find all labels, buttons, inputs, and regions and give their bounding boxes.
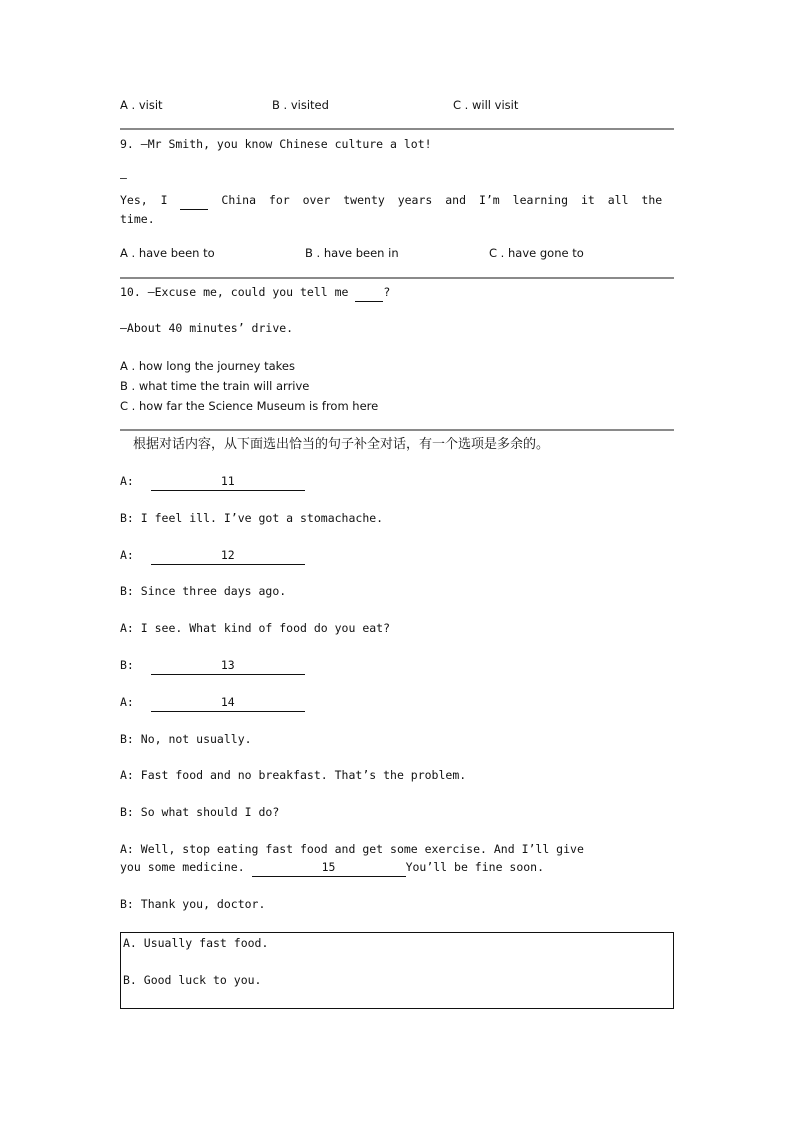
q10-reply: —About 40 minutes’ drive. bbox=[120, 321, 294, 335]
choice-b: B. Good luck to you. bbox=[123, 973, 262, 987]
q8-option-b: B . visited bbox=[272, 98, 329, 112]
q8-option-c: C . will visit bbox=[453, 98, 519, 112]
q10-question bbox=[120, 284, 390, 302]
dialogue-text: You’ll be fine soon. bbox=[405, 860, 545, 874]
blank-14: 14 bbox=[151, 694, 305, 712]
dialogue-line: B: Thank you, doctor. bbox=[120, 897, 266, 911]
q10-option-c: C . how far the Science Museum is from here bbox=[120, 399, 379, 413]
divider bbox=[120, 429, 674, 431]
dialogue-line: B: I feel ill. I’ve got a stomachache. bbox=[120, 511, 384, 525]
dialogue-line: A: Fast food and no breakfast. That’s the problem. bbox=[120, 768, 467, 782]
speaker-label: A: bbox=[120, 548, 134, 562]
q9-dash: — bbox=[120, 171, 127, 185]
q9-option-a: A . have been to bbox=[120, 246, 215, 260]
dialogue-line-12 bbox=[120, 547, 305, 565]
dialogue-text: you some medicine. bbox=[120, 860, 252, 874]
blank-11: 11 bbox=[151, 473, 305, 491]
q10-question-pre: 10. —Excuse me, could you tell me bbox=[120, 285, 356, 299]
blank-12: 12 bbox=[151, 547, 305, 565]
q9-question: 9. —Mr Smith, you know Chinese culture a lot! bbox=[120, 137, 432, 151]
speaker-label: B: bbox=[120, 658, 134, 672]
q9-answer-pre: Yes, I bbox=[120, 193, 181, 207]
divider bbox=[120, 128, 674, 130]
dialogue-line-15 bbox=[120, 859, 544, 877]
q9-blank bbox=[180, 191, 208, 210]
dialogue-line: B: So what should I do? bbox=[120, 805, 280, 819]
q10-blank bbox=[355, 284, 383, 302]
dialogue-line-11 bbox=[120, 473, 305, 491]
dialogue-line: B: Since three days ago. bbox=[120, 584, 287, 598]
speaker-label: A: bbox=[120, 474, 134, 488]
divider bbox=[120, 277, 674, 279]
blank-13: 13 bbox=[151, 657, 305, 675]
speaker-label: A: bbox=[120, 695, 134, 709]
q9-answer bbox=[120, 191, 674, 228]
dialogue-line-14 bbox=[120, 694, 305, 712]
q10-option-b: B . what time the train will arrive bbox=[120, 379, 310, 393]
section-instruction: 根据对话内容，从下面选出恰当的句子补全对话，有一个选项是多余的。 bbox=[133, 437, 550, 452]
q10-question-post: ? bbox=[383, 285, 391, 299]
dialogue-line: A: Well, stop eating fast food and get some exercise. And I’ll give bbox=[120, 842, 584, 856]
dialogue-line: A: I see. What kind of food do you eat? bbox=[120, 621, 391, 635]
q9-option-b: B . have been in bbox=[305, 246, 399, 260]
q9-answer-post: China for over twenty years and I’m learning it all the time. bbox=[120, 193, 663, 226]
q8-option-a: A . visit bbox=[120, 98, 163, 112]
choice-a: A. Usually fast food. bbox=[123, 936, 269, 950]
dialogue-line-13 bbox=[120, 657, 305, 675]
q9-option-c: C . have gone to bbox=[489, 246, 584, 260]
q10-option-a: A . how long the journey takes bbox=[120, 359, 295, 373]
blank-15: 15 bbox=[252, 859, 406, 877]
dialogue-line: B: No, not usually. bbox=[120, 732, 252, 746]
